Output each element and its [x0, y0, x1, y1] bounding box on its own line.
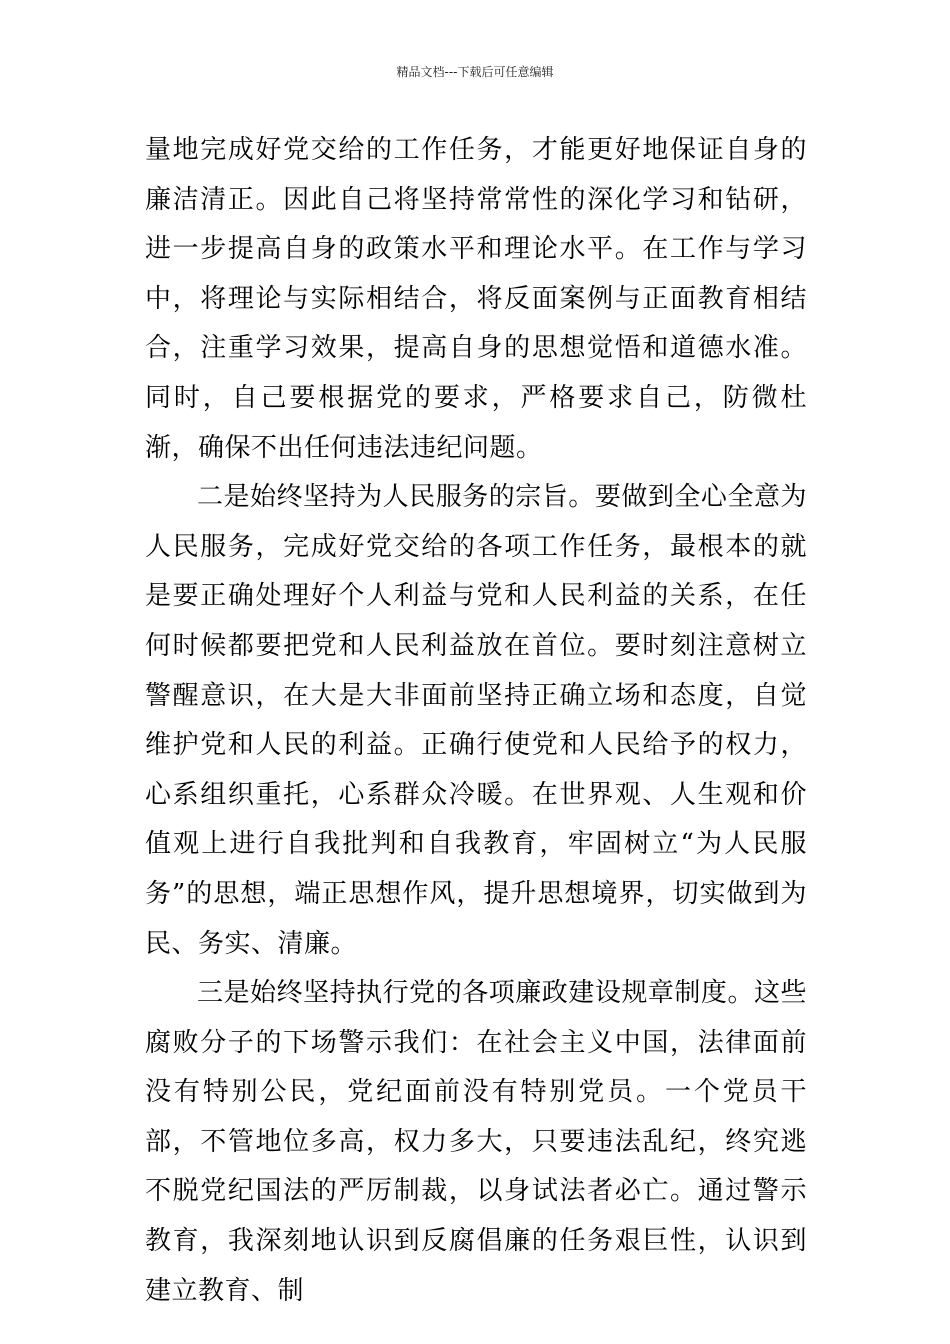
- paragraph-point-two: 二是始终坚持为人民服务的宗旨。要做到全心全意为人民服务，完成好党交给的各项工作任务，最根本的就是要正确处理好个人利益与党和人民利益的关系，在任何时候都要把党和人民利益放在首位。要时刻注意树立警醒意识，在大是大非面前坚持正确立场和态度，自觉维护党和人民的利益。正确行使党和人民给予的权力，心系组织重托，心系群众冷暖。在世界观、人生观和价值观上进行自我批判和自我教育，牢固树立“为人民服务”的思想，端正思想作风，提升思想境界，切实做到为民、务实、清廉。: [145, 482, 807, 959]
- paragraph-point-three: 三是始终坚持执行党的各项廉政建设规章制度。这些腐败分子的下场警示我们：在社会主义中国，法律面前没有特别公民，党纪面前没有特别党员。一个党员干部，不管地位多高，权力多大，只要违法乱纪，终究逃不脱党纪国法的严厉制裁，以身试法者必亡。通过警示教育，我深刻地认识到反腐倡廉的任务艰巨性，认识到建立教育、制: [145, 978, 807, 1306]
- paragraph-continuation: 量地完成好党交给的工作任务，才能更好地保证自身的廉洁清正。因此自己将坚持常常性的深化学习和钻研，进一步提高自身的政策水平和理论水平。在工作与学习中，将理论与实际相结合，将反面案例与正面教育相结合，注重学习效果，提高自身的思想觉悟和道德水准。同时，自己要根据党的要求，严格要求自己，防微杜渐，确保不出任何违法违纪问题。: [145, 135, 807, 463]
- page-header: 精品文档---下载后可任意编辑: [396, 65, 554, 79]
- document-body: [145, 126, 807, 1316]
